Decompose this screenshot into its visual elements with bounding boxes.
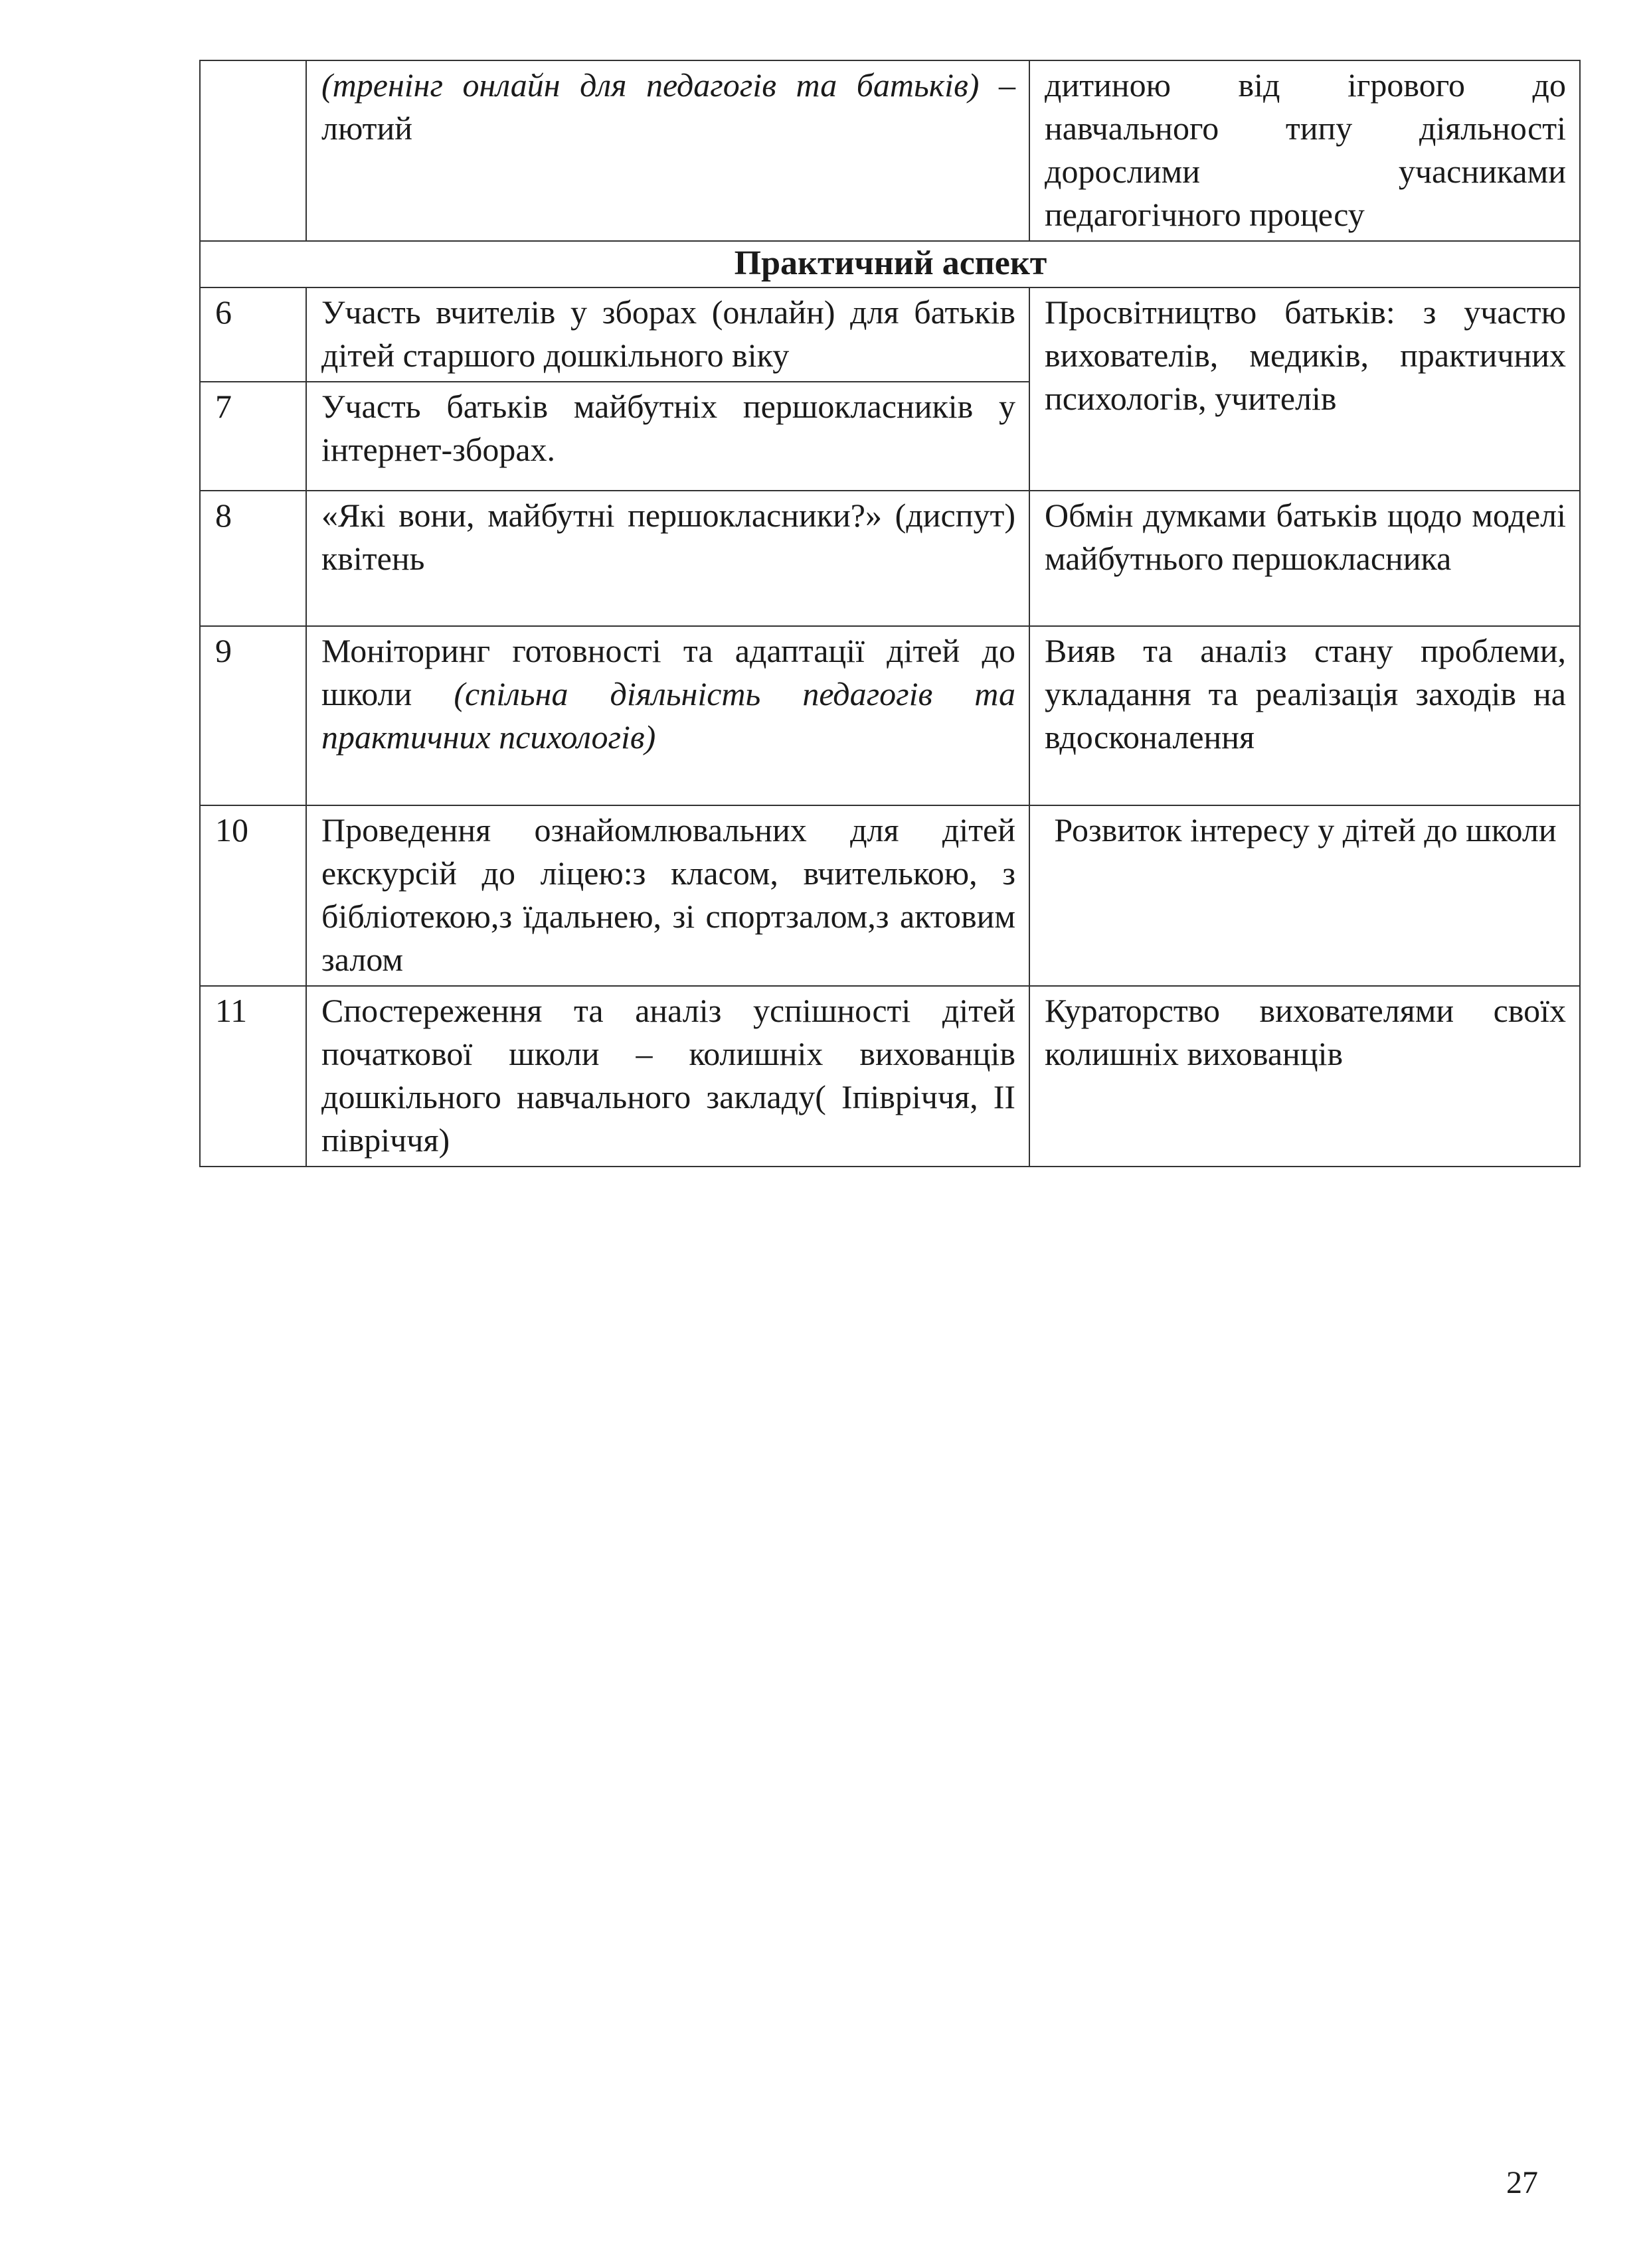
event-text: Моніторинг готовності та адаптації дітей до школи [321,632,1015,712]
row-number: 6 [200,287,306,382]
event-cell [306,60,1029,241]
event-italic-text: (тренінг онлайн для педагогів та батьків) [321,66,980,104]
event-cell: Проведення ознайомлювальних для дітей екскурсій до ліцею:з класом, вчителькою, з бібліотекою,з їдальнею, зі спортзалом,з актовим залом [306,805,1029,986]
event-cell: «Які вони, майбутні першокласники?» (диспут) квітень [306,491,1029,626]
page-number: 27 [1506,2165,1538,2200]
table-row [200,491,1580,626]
table-row [200,60,1580,241]
section-title: Практичний аспект [200,241,1580,287]
goal-cell: Обмін думками батьків щодо моделі майбутнього першокласника [1029,491,1580,626]
event-italic-text: (спільна діяльність педагогів та практичних психологів) [321,675,1015,756]
goal-cell: дитиною від ігрового до навчального типу діяльності дорослими учасниками педагогічного процесу [1029,60,1580,241]
table-row [200,805,1580,986]
row-number [200,60,306,241]
goal-cell: Кураторство вихователями своїх колишніх вихованців [1029,986,1580,1167]
goal-cell: Просвітництво батьків: з участю вихователів, медиків, практичних психологів, учителів [1029,287,1580,491]
table-row [200,626,1580,805]
event-cell [306,626,1029,805]
row-number: 10 [200,805,306,986]
goal-cell: Вияв та аналіз стану проблеми, укладання та реалізація заходів на вдосконалення [1029,626,1580,805]
event-text: –лютий [321,66,1015,147]
plan-table [199,60,1581,1167]
row-number: 7 [200,382,306,491]
row-number: 9 [200,626,306,805]
event-cell: Участь батьків майбутніх першокласників у інтернет-зборах. [306,382,1029,491]
event-cell: Участь вчителів у зборах (онлайн) для батьків дітей старшого дошкільного віку [306,287,1029,382]
row-number: 11 [200,986,306,1167]
section-row [200,241,1580,287]
row-number: 8 [200,491,306,626]
event-cell: Спостереження та аналіз успішності дітей початкової школи – колишніх вихованців дошкільного навчального закладу( Іпівріччя, ІІ півріччя) [306,986,1029,1167]
table-row [200,287,1580,382]
table-row [200,986,1580,1167]
goal-cell: Розвиток інтересу у дітей до школи [1029,805,1580,986]
